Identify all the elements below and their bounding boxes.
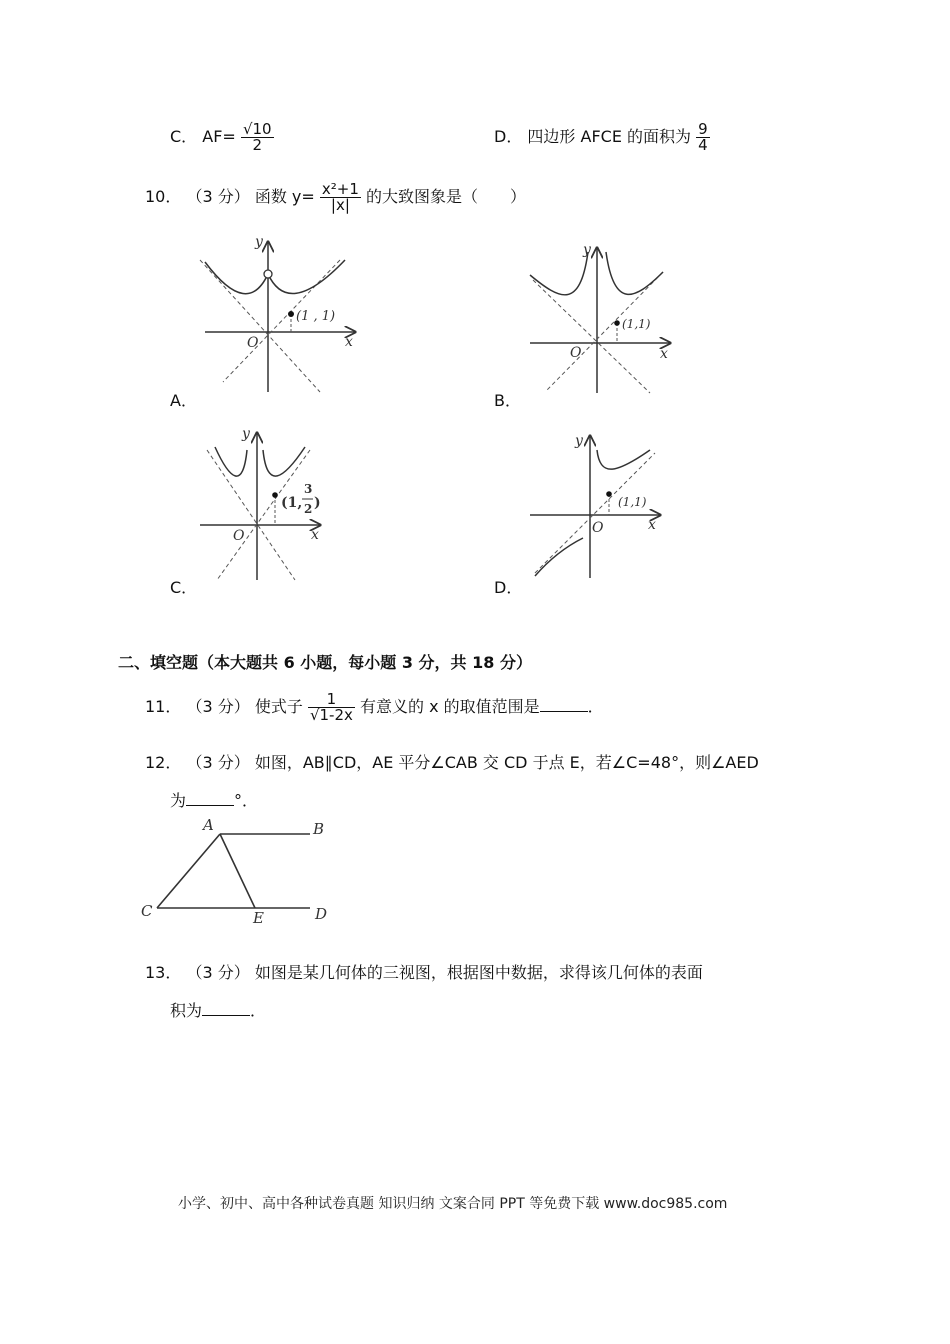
- label-e: E: [253, 909, 264, 927]
- origin-label: O: [592, 520, 604, 536]
- q9-option-d: [494, 122, 710, 153]
- option-a-label: A．: [170, 391, 197, 410]
- option-c-label: C．: [170, 578, 198, 597]
- q9-option-c: [170, 122, 274, 153]
- asymptote: [535, 453, 655, 573]
- label-c: C: [141, 902, 153, 920]
- curve: [215, 447, 247, 476]
- section-title: 二、填空题（本大题共 6 小题，每小题 3 分，共 18 分）: [118, 653, 532, 672]
- fraction: [241, 122, 274, 153]
- asymptote: [200, 260, 320, 392]
- question-number: 10．: [145, 187, 182, 206]
- fraction-numerator: √10: [242, 120, 272, 138]
- axis-label-y: y: [583, 242, 591, 258]
- asymptote: [533, 280, 650, 393]
- fraction-denominator: 2: [252, 136, 263, 154]
- fraction: [308, 692, 355, 723]
- graph-c: [195, 425, 345, 585]
- geometry-figure: [135, 812, 345, 927]
- question-10: [145, 182, 526, 213]
- point-label: (1 , 1): [296, 309, 336, 324]
- option-text: 四边形 AFCE 的面积为: [527, 127, 692, 146]
- answer-blank: [540, 697, 588, 712]
- question-end: ．: [250, 1001, 267, 1020]
- question-12-line2: [170, 788, 258, 811]
- axis-label-x: x: [345, 334, 353, 350]
- asymptote: [217, 450, 313, 580]
- question-score: （3 分）: [186, 753, 250, 772]
- point: [272, 492, 278, 498]
- question-score: （3 分）: [186, 963, 250, 982]
- open-point: [264, 270, 272, 278]
- fraction-numerator: 1: [308, 692, 355, 708]
- axis-label-x: x: [660, 346, 668, 362]
- line-ac: [157, 834, 220, 908]
- graph-a: [195, 232, 365, 397]
- fraction: [320, 182, 361, 213]
- fraction-numerator: x²+1: [321, 180, 359, 198]
- question-13-line2: [170, 998, 266, 1021]
- point: [614, 320, 620, 326]
- curve: [530, 252, 588, 295]
- label-b: B: [313, 820, 325, 838]
- question-number: 11．: [145, 697, 182, 716]
- option-d-label: D．: [494, 578, 523, 597]
- curve: [597, 450, 650, 469]
- line-ae: [220, 834, 255, 908]
- origin-label: O: [233, 528, 245, 544]
- question-text: 的大致图象是（ ）: [366, 187, 527, 206]
- graph-b: [525, 240, 680, 395]
- fraction-denominator: |x|: [330, 196, 350, 214]
- axis-label-x: x: [311, 527, 319, 543]
- axis-label-y: y: [255, 234, 263, 250]
- question-number: 13．: [145, 963, 182, 982]
- question-score: （3 分）: [186, 187, 250, 206]
- point-label: (1,: [281, 495, 303, 511]
- question-end: ．: [587, 697, 604, 716]
- question-11: [145, 692, 604, 723]
- axis-label-y: y: [575, 433, 583, 449]
- curve: [535, 538, 583, 576]
- point-label-close: ): [314, 495, 321, 511]
- question-score: （3 分）: [186, 697, 250, 716]
- question-text: 如图是某几何体的三视图，根据图中数据，求得该几何体的表面: [254, 963, 703, 982]
- answer-blank: [186, 791, 234, 806]
- axis-label-x: x: [648, 517, 656, 533]
- question-text: 如图，AB∥CD，AE 平分∠CAB 交 CD 于点 E，若∠C=48°，则∠AED: [254, 753, 759, 772]
- point-label: (1,1): [622, 317, 651, 331]
- question-text: 函数 y=: [254, 187, 315, 206]
- origin-label: O: [247, 335, 259, 351]
- question-text: 使式子: [254, 697, 303, 716]
- option-text: AF=: [202, 127, 236, 146]
- option-label: D．: [494, 127, 523, 146]
- fraction-numerator: 9: [698, 120, 708, 138]
- point-label: (1,1): [618, 495, 647, 509]
- question-text: 积为: [170, 1001, 203, 1020]
- question-13: [145, 960, 703, 983]
- asymptote: [547, 272, 663, 390]
- fraction-denominator: √1-2x: [309, 706, 353, 724]
- question-number: 12．: [145, 753, 182, 772]
- fraction: [696, 122, 710, 153]
- point-label-den: 2: [304, 502, 313, 516]
- fraction-denominator: 4: [698, 136, 708, 154]
- option-label: C．: [170, 127, 198, 146]
- graph-d: [525, 428, 670, 583]
- origin-label: O: [570, 345, 582, 361]
- option-b-label: B．: [494, 391, 521, 410]
- curve: [263, 447, 305, 476]
- asymptote: [207, 450, 295, 580]
- point: [288, 311, 294, 317]
- question-end: °．: [234, 791, 259, 810]
- label-a: A: [203, 816, 214, 834]
- axis-label-y: y: [242, 426, 250, 442]
- question-12: [145, 750, 759, 773]
- footer-text: 小学、初中、高中各种试卷真题 知识归纳 文案合同 PPT 等免费下载 www.doc985.com: [178, 1196, 728, 1212]
- point: [606, 491, 612, 497]
- label-d: D: [315, 905, 328, 923]
- question-text: 有意义的 x 的取值范围是: [359, 697, 540, 716]
- curve: [606, 252, 663, 294]
- point-label-num: 3: [304, 482, 313, 496]
- question-text: 为: [170, 791, 187, 810]
- answer-blank: [202, 1001, 250, 1016]
